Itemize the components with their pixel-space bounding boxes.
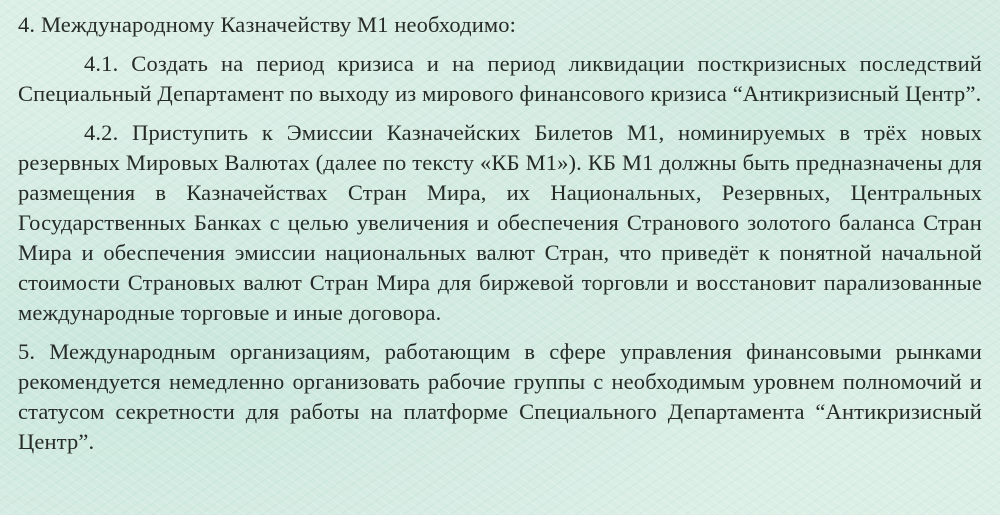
clause-4-1: 4.1. Создать на период кризиса и на период ликвидации посткризисных последствий Специальный Департамент по выходу из мирового финансового кризиса “Антикризисный Центр”. bbox=[18, 51, 982, 106]
section-5-paragraph: 5. Международным организациям, работающим в сфере управления финансовыми рынками рекомендуется немедленно организовать рабочие группы с необходимым уровнем полномочий и статусом секретности для работы на платформе Специального Департамента “Антикризисный Центр”. bbox=[18, 339, 982, 454]
clause-4-2: 4.2. Приступить к Эмиссии Казначейских Билетов М1, номинируемых в трёх новых резервных Мировых Валютах (далее по тексту «КБ М1»). КБ М1 должны быть предназначены для размещения в Казначействах Стран Мира, их Национальных, Резервных, Центральных Государственных Банках с целью увеличения и обеспечения Странового золотого баланса Стран Мира и обеспечения эмиссии национальных валют Стран, что приведёт к понятной начальной стоимости Страновых валют Стран Мира для биржевой торговли и восстановит парализованные международные торговые и иные договора. bbox=[18, 120, 982, 325]
document-body bbox=[18, 10, 982, 457]
section-4-heading: 4. Международному Казначейству М1 необходимо: bbox=[18, 12, 517, 37]
